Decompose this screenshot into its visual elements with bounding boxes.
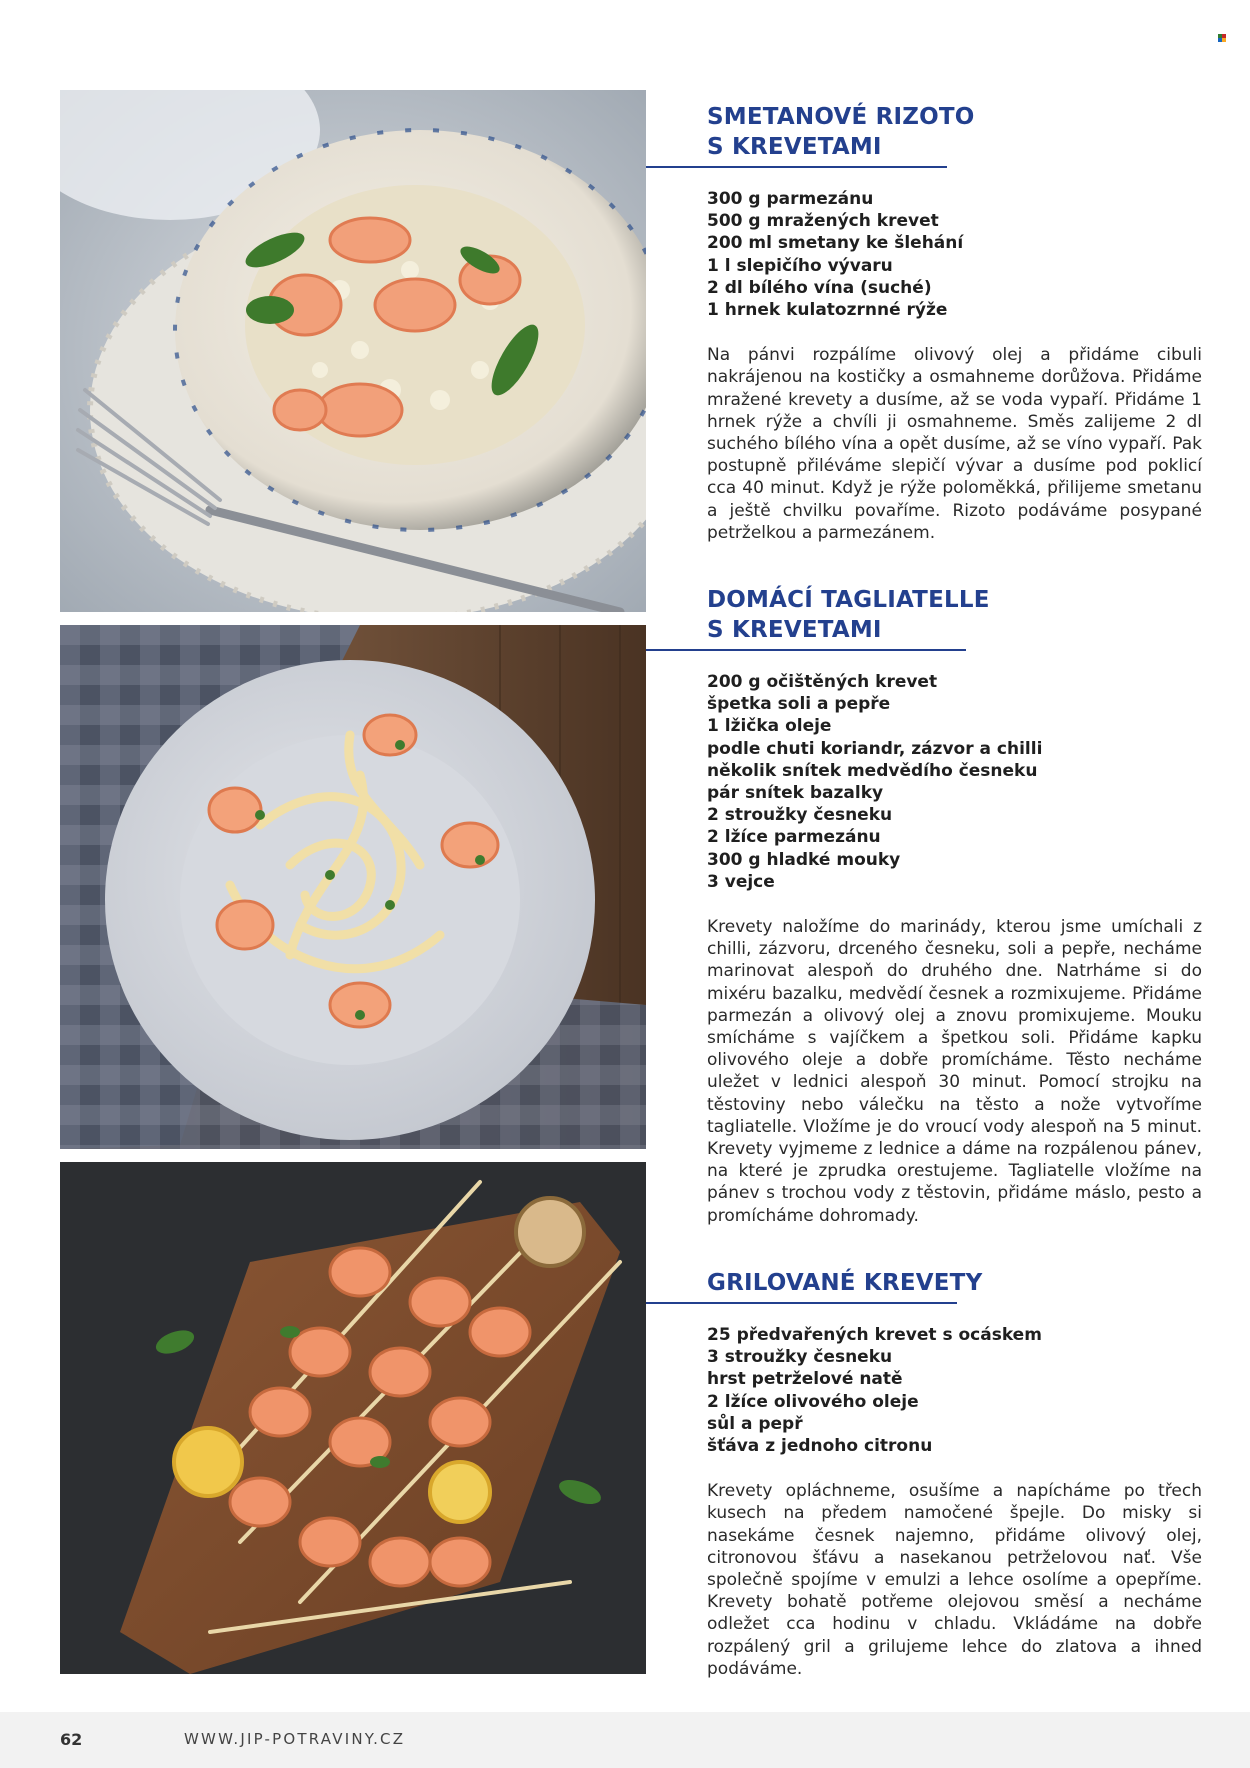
ingredient-list xyxy=(646,1324,1206,1457)
ingredient-item: 200 g očištěných krevet xyxy=(707,672,938,692)
ingredient-item: 1 lžička oleje xyxy=(707,716,832,737)
recipe-title-line-2: S KREVETAMI xyxy=(707,617,882,643)
ingredient-item: 200 ml smetany ke šlehání xyxy=(707,233,964,254)
risotto-photo xyxy=(60,90,646,612)
recipe-title-line-2: S KREVETAMI xyxy=(707,134,882,160)
ingredient-item: 25 předvařených krevet s ocáskem xyxy=(707,1325,1042,1345)
recipe-title-line-1: DOMÁCÍ TAGLIATELLE xyxy=(707,587,990,613)
ingredient-list xyxy=(646,188,1206,321)
tagliatelle-photo xyxy=(60,625,646,1149)
grilled-shrimp-photo xyxy=(60,1162,646,1674)
page-footer xyxy=(0,1712,1250,1768)
ingredient-item: 1 hrnek kulatozrnné rýže xyxy=(707,300,948,321)
ingredient-item: hrst petrželové natě xyxy=(707,1369,903,1390)
ingredient-item: 1 l slepičího vývaru xyxy=(707,255,893,276)
ingredient-item: 2 dl bílého vína (suché) xyxy=(707,277,932,298)
ingredient-item: 2 stroužky česneku xyxy=(707,805,893,826)
recipe-title xyxy=(646,585,1206,645)
recipe-grilled-shrimp xyxy=(646,1268,1206,1680)
page-number: 62 xyxy=(60,1730,83,1749)
title-divider xyxy=(646,1302,957,1304)
recipe-tagliatelle xyxy=(646,585,1206,1227)
ingredient-item: 300 g hladké mouky xyxy=(707,849,901,870)
ingredient-item: 3 vejce xyxy=(707,871,775,892)
ingredient-item: špetka soli a pepře xyxy=(707,694,891,715)
recipe-title xyxy=(646,1268,1206,1298)
recipe-title-line-1: GRILOVANÉ KREVETY xyxy=(707,1270,983,1296)
ingredient-item: 300 g parmezánu xyxy=(707,189,874,209)
recipe-method: Krevety opláchneme, osušíme a napícháme po třech kusech na předem namočené špejle. Do misky si nasekáme česnek najemno, přidáme olivový olej, citronovou šťávu a nasekanou petrželovou nať. Vše společně spojíme v emulzi a lehce osolíme a opepříme. Krevety bohatě potřeme olejovou směsí a necháme odležet cca hodinu v chladu. Vkládáme na dobře rozpálený gril a grilujeme lehce do zlatova a ihned podáváme. xyxy=(707,1481,1202,1679)
ingredient-list xyxy=(646,671,1206,893)
ingredient-item: šťáva z jednoho citronu xyxy=(707,1436,933,1457)
title-divider xyxy=(646,166,947,168)
title-divider xyxy=(646,649,966,651)
ingredient-item: 2 lžíce parmezánu xyxy=(707,827,881,848)
ingredient-item: 3 stroužky česneku xyxy=(707,1347,893,1368)
ingredient-item: sůl a pepř xyxy=(707,1413,803,1434)
ingredient-item: pár snítek bazalky xyxy=(707,783,884,804)
corner-logo-mark xyxy=(1218,34,1226,42)
ingredient-item: 2 lžíce olivového oleje xyxy=(707,1391,919,1412)
recipe-method: Na pánvi rozpálíme olivový olej a přidáme cibuli nakrájenou na kostičky a osmahneme dorůžova. Přidáme mražené krevety a dusíme, až se voda vypaří. Přidáme 1 hrnek rýže a chvíli ji osmahneme. Směs zalijeme 2 dl suchého bílého vína a opět dusíme, až se víno vypaří. Pak postupně přiléváme slepičí vývar a dusíme pod poklicí cca 40 minut. Když je rýže poloměkká, přilijeme smetanu a ještě chvilku povaříme. Rizoto podáváme posypané petrželkou a parmezánem. xyxy=(707,345,1202,543)
recipe-method: Krevety naložíme do marinády, kterou jsme umíchali z chilli, zázvoru, drceného česneku, soli a pepře, necháme marinovat alespoň do druhého dne. Natrháme si do mixéru bazalku, medvědí česnek a rozmixujeme. Přidáme parmezán a olivový olej a znovu promixujeme. Mouku smícháme s vajíčkem a špetkou soli. Přidáme kapku olivového oleje a dobře promícháme. Těsto necháme uležet v lednici alespoň 30 minut. Pomocí strojku na těstoviny nebo válečku na těsto a nože vytvoříme tagliatelle. Vložíme je do vroucí vody alespoň na 5 minut. Krevety vyjmeme z lednice a dáme na rozpálenou pánev, na které je zprudka orestujeme. Tagliatelle vložíme na pánev s trochou vody z těstovin, přidáme máslo, pesto a promícháme dohromady. xyxy=(707,917,1202,1226)
recipe-title xyxy=(646,102,1206,162)
ingredient-item: několik snítek medvědího česneku xyxy=(707,760,1038,781)
recipe-title-line-1: SMETANOVÉ RIZOTO xyxy=(707,104,975,130)
ingredient-item: podle chuti koriandr, zázvor a chilli xyxy=(707,738,1043,759)
recipe-risotto xyxy=(646,102,1206,544)
ingredient-item: 500 g mražených krevet xyxy=(707,211,939,232)
website-link[interactable]: WWW.JIP-POTRAVINY.CZ xyxy=(184,1730,406,1748)
